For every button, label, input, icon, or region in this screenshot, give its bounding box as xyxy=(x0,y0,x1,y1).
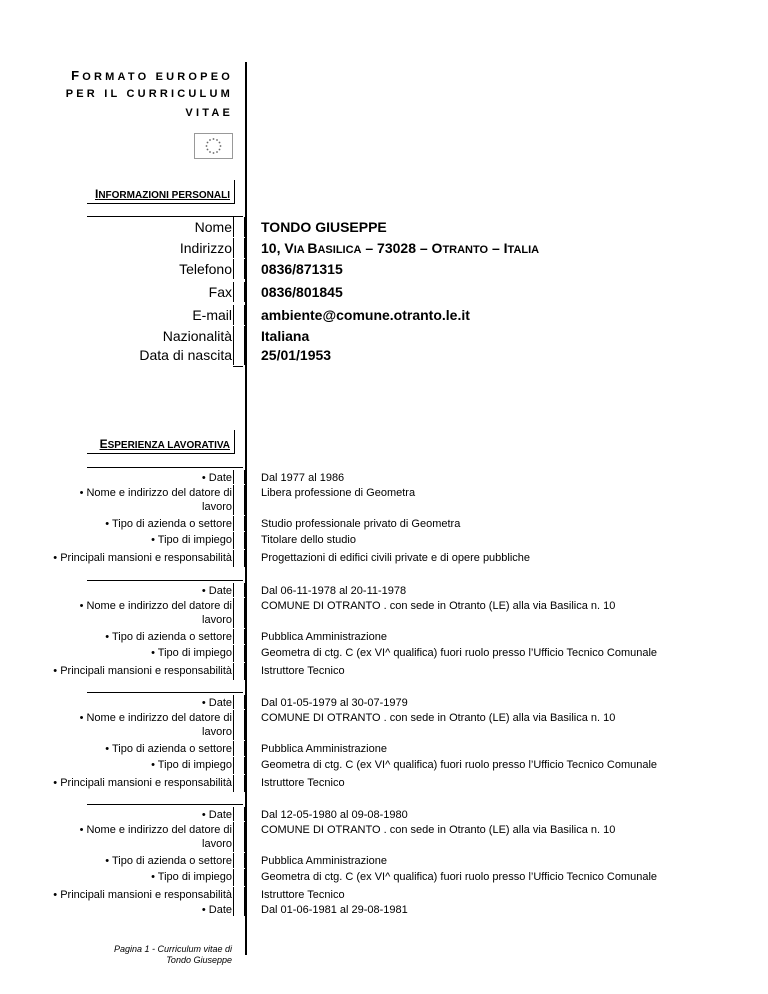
section-initial: E xyxy=(99,437,108,451)
label-indirizzo: Indirizzo xyxy=(179,240,232,256)
job-value-datore: COMUNE DI OTRANTO . con sede in Otranto (LE) alla via Basilica n. 10 xyxy=(261,600,616,612)
job-label-tipo_impiego: • Tipo di impiego xyxy=(151,647,232,659)
cell-box xyxy=(233,326,245,346)
job-top-rule xyxy=(87,692,243,693)
row-nome xyxy=(0,217,768,238)
job-label-tipo_impiego: • Tipo di impiego xyxy=(151,534,232,546)
job-label-datore: • Nome e indirizzo del datore di lavoro xyxy=(79,712,232,738)
row-indirizzo xyxy=(0,238,768,259)
job-label-mansioni: • Principali mansioni e responsabilità xyxy=(53,665,232,677)
job-label-tipo_impiego: • Tipo di impiego xyxy=(151,871,232,883)
job-value-tipo_impiego: Geometra di ctg. C (ex VI^ qualifica) fuori ruolo presso l’Ufficio Tecnico Comunale xyxy=(261,871,658,883)
job-label-mansioni: • Principali mansioni e responsabilità xyxy=(53,777,232,789)
addr-part: – 73028 – O xyxy=(361,240,443,256)
job-value-tipo_azienda: Pubblica Amministrazione xyxy=(261,743,387,755)
cell-box xyxy=(233,710,245,740)
page-footer xyxy=(114,944,232,966)
addr-part: B xyxy=(307,240,318,256)
job-value-date: Dal 01-06-1981 al 29-08-1981 xyxy=(261,904,408,916)
job-value-datore: Libera professione di Geometra xyxy=(261,487,416,499)
job-value-date: Dal 1977 al 1986 xyxy=(261,472,345,484)
footer-line-2: Tondo Giuseppe xyxy=(166,955,232,965)
label-telefono: Telefono xyxy=(179,261,232,277)
addr-part: IA xyxy=(293,244,308,256)
job-label-datore: • Nome e indirizzo del datore di lavoro xyxy=(79,600,232,626)
section-personal-info xyxy=(87,180,235,204)
job-row-date xyxy=(0,902,768,916)
value-telefono: 0836/871315 xyxy=(261,261,343,277)
title-line-1: ORMATO EUROPEO xyxy=(82,71,233,83)
cell-box xyxy=(233,807,245,821)
job-row-tipo_impiego xyxy=(0,645,768,662)
personal-bottom-rule xyxy=(233,366,243,367)
label-email: E-mail xyxy=(192,307,232,323)
job-value-mansioni: Istruttore Tecnico xyxy=(261,777,345,789)
row-telefono xyxy=(0,259,768,280)
cell-box xyxy=(233,259,245,279)
value-nazionalita: Italiana xyxy=(261,328,310,344)
job-value-mansioni: Istruttore Tecnico xyxy=(261,665,345,677)
job-label-mansioni: • Principali mansioni e responsabilità xyxy=(53,889,232,901)
job-value-datore: COMUNE DI OTRANTO . con sede in Otranto (LE) alla via Basilica n. 10 xyxy=(261,824,616,836)
row-data-nascita xyxy=(0,345,768,366)
cell-box xyxy=(233,741,245,756)
cell-box xyxy=(233,470,245,484)
label-nome: Nome xyxy=(194,219,232,235)
label-nazionalita: Nazionalità xyxy=(162,328,232,344)
cell-box xyxy=(233,853,245,868)
cell-box xyxy=(233,550,245,567)
cell-box xyxy=(233,822,245,852)
job-row-mansioni xyxy=(0,663,768,680)
job-label-tipo_azienda: • Tipo di azienda o settore xyxy=(105,518,232,530)
job-top-rule xyxy=(87,804,243,805)
job-label-date: • Date xyxy=(201,472,232,484)
job-value-tipo_impiego: Titolare dello studio xyxy=(261,534,356,546)
job-value-mansioni: Istruttore Tecnico xyxy=(261,889,345,901)
job-row-datore xyxy=(0,485,768,515)
cv-title-line-2: PER IL CURRICULUM xyxy=(65,88,233,100)
job-row-tipo_impiego xyxy=(0,532,768,549)
cell-box xyxy=(233,305,245,325)
cell-box xyxy=(233,757,245,774)
job-row-date xyxy=(0,807,768,821)
cell-box xyxy=(233,695,245,709)
cell-box xyxy=(233,583,245,597)
job-label-date: • Date xyxy=(201,904,232,916)
job-value-date: Dal 01-05-1979 al 30-07-1979 xyxy=(261,697,408,709)
job-row-tipo_impiego xyxy=(0,869,768,886)
job-row-tipo_azienda xyxy=(0,629,768,644)
job-row-tipo_azienda xyxy=(0,516,768,531)
label-fax: Fax xyxy=(208,284,232,300)
addr-part: ASILICA xyxy=(317,244,362,256)
section-initial: I xyxy=(94,187,99,201)
row-nazionalita xyxy=(0,326,768,347)
job-value-mansioni: Progettazioni di edifici civili private e di opere pubbliche xyxy=(261,552,531,564)
cell-box xyxy=(233,663,245,680)
cell-box xyxy=(233,869,245,886)
cv-title-line-3: VITAE xyxy=(185,107,233,119)
job-value-tipo_impiego: Geometra di ctg. C (ex VI^ qualifica) fuori ruolo presso l’Ufficio Tecnico Comunale xyxy=(261,759,658,771)
value-indirizzo xyxy=(261,240,539,256)
title-initial: F xyxy=(71,68,83,83)
job-row-date xyxy=(0,695,768,709)
cell-box xyxy=(233,345,245,365)
job-row-date xyxy=(0,583,768,597)
eu-flag-icon xyxy=(194,133,233,159)
job-row-date xyxy=(0,470,768,484)
job-value-tipo_azienda: Pubblica Amministrazione xyxy=(261,631,387,643)
addr-part: – I xyxy=(488,240,508,256)
cell-box xyxy=(233,645,245,662)
job-row-datore xyxy=(0,822,768,852)
row-email xyxy=(0,305,768,326)
cell-box xyxy=(233,532,245,549)
job-value-date: Dal 06-11-1978 al 20-11-1978 xyxy=(261,585,407,597)
addr-part: TRANTO xyxy=(442,244,489,256)
job-label-datore: • Nome e indirizzo del datore di lavoro xyxy=(79,487,232,513)
job-label-date: • Date xyxy=(201,585,232,597)
cell-box xyxy=(233,217,245,237)
job-value-tipo_impiego: Geometra di ctg. C (ex VI^ qualifica) fuori ruolo presso l’Ufficio Tecnico Comunale xyxy=(261,647,658,659)
addr-part: TALIA xyxy=(507,244,540,256)
job-top-rule xyxy=(87,580,243,581)
job-row-datore xyxy=(0,598,768,628)
value-email: ambiente@comune.otranto.le.it xyxy=(261,307,470,323)
footer-line-1: Pagina 1 - Curriculum vitae di xyxy=(113,944,232,954)
section-work-experience xyxy=(87,430,235,454)
job-row-mansioni xyxy=(0,775,768,792)
job-label-tipo_azienda: • Tipo di azienda o settore xyxy=(105,855,232,867)
row-fax xyxy=(0,282,768,303)
cell-box xyxy=(233,516,245,531)
job-value-datore: COMUNE DI OTRANTO . con sede in Otranto (LE) alla via Basilica n. 10 xyxy=(261,712,616,724)
label-data-nascita: Data di nascita xyxy=(139,347,232,363)
job-top-rule xyxy=(87,467,243,468)
job-label-tipo_azienda: • Tipo di azienda o settore xyxy=(105,743,232,755)
cell-box xyxy=(233,485,245,515)
job-label-mansioni: • Principali mansioni e responsabilità xyxy=(53,552,232,564)
value-nome: TONDO GIUSEPPE xyxy=(261,219,387,235)
cell-box xyxy=(233,629,245,644)
job-row-mansioni xyxy=(0,550,768,567)
job-value-tipo_azienda: Studio professionale privato di Geometra xyxy=(261,518,461,530)
addr-part: 10, V xyxy=(261,240,294,256)
job-value-date: Dal 12-05-1980 al 09-08-1980 xyxy=(261,809,408,821)
cell-box xyxy=(233,775,245,792)
cell-box xyxy=(233,598,245,628)
cell-box xyxy=(233,282,245,302)
section-label: SPERIENZA LAVORATIVA xyxy=(107,440,230,451)
job-label-tipo_impiego: • Tipo di impiego xyxy=(151,759,232,771)
section-label: NFORMAZIONI PERSONALI xyxy=(98,190,230,201)
job-row-tipo_azienda xyxy=(0,853,768,868)
job-label-datore: • Nome e indirizzo del datore di lavoro xyxy=(79,824,232,850)
cell-box xyxy=(233,902,245,916)
job-label-tipo_azienda: • Tipo di azienda o settore xyxy=(105,631,232,643)
job-row-tipo_azienda xyxy=(0,741,768,756)
value-data-nascita: 25/01/1953 xyxy=(261,347,332,363)
cell-box xyxy=(233,238,245,258)
job-label-date: • Date xyxy=(201,697,232,709)
cv-title xyxy=(71,66,233,87)
job-row-tipo_impiego xyxy=(0,757,768,774)
job-label-date: • Date xyxy=(201,809,232,821)
value-fax: 0836/801845 xyxy=(261,284,343,300)
job-value-tipo_azienda: Pubblica Amministrazione xyxy=(261,855,387,867)
job-row-datore xyxy=(0,710,768,740)
